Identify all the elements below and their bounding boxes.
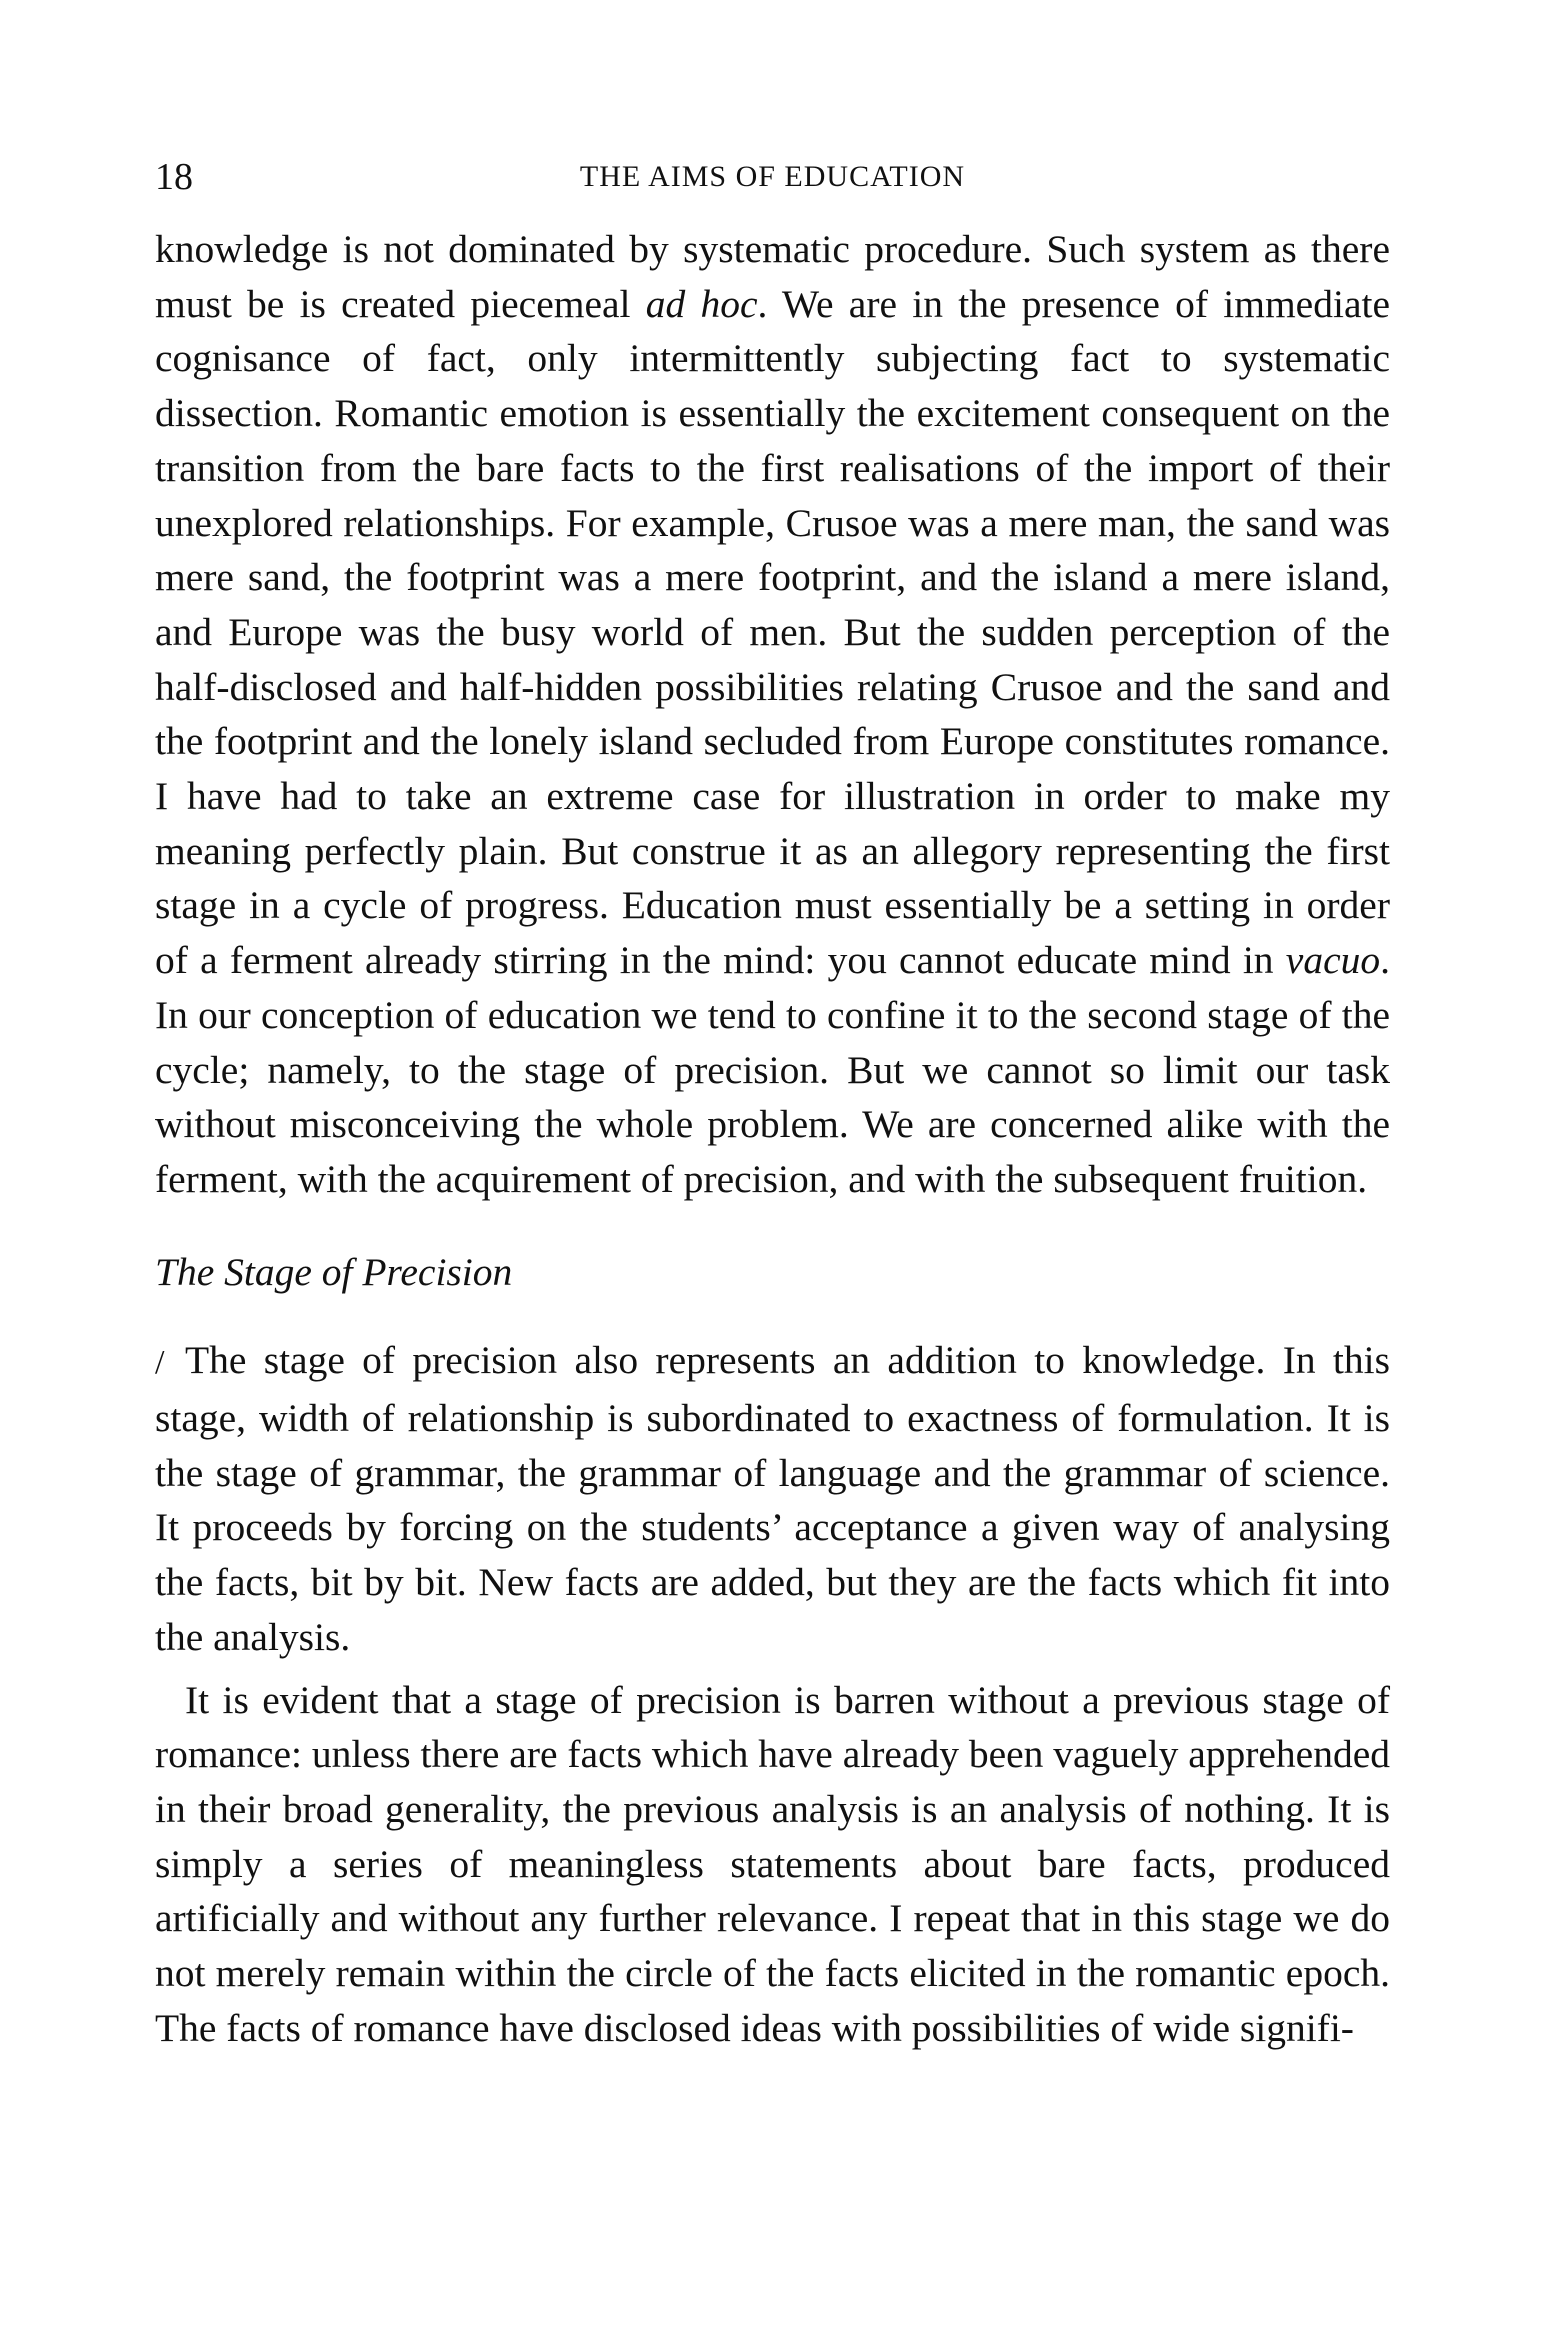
- paragraph-stage-of-precision: [155, 1333, 1390, 1664]
- paragraph-precision-barren: It is evident that a stage of precision is barren without a previous stage of romance: unless there are facts which have already been vaguely apprehended in their broad generality, the previous analysis is an analysis of nothing. It is simply a series of meaningless statements about bare facts, produced artificially and without any further relevance. I repeat that in this stage we do not merely remain within the circle of the facts elicited in the romantic epoch. The facts of romance have disclosed ideas with possibilities of wide signifi-: [155, 1677, 1390, 2050]
- running-title: THE AIMS OF EDUCATION: [579, 160, 966, 193]
- paragraph-1-part-1: knowledge is not dominated by systematic procedure. Such system as there must be is created piecemeal: [155, 227, 1390, 326]
- running-head: [155, 152, 1390, 202]
- paragraph-2-text: The stage of precision also represents an addition to knowledge. In this stage, width of relationship is subordinated to exactness of formulation. It is the stage of grammar, the grammar of language and the grammar of science. It proceeds by forcing on the students’ acceptance a given way of analysing the facts, bit by bit. New facts are added, but they are the facts which fit into the analysis.: [155, 1338, 1390, 1659]
- italic-vacuo: vacuo: [1285, 938, 1381, 983]
- page-number: 18: [155, 156, 193, 198]
- margin-mark-icon: /: [155, 1344, 165, 1382]
- section-heading: The Stage of Precision: [155, 1249, 513, 1294]
- paragraph-continued: [155, 222, 1390, 1207]
- italic-ad-hoc: ad hoc: [645, 281, 758, 326]
- paragraph-1-part-2: . We are in the presence of immediate cognisance of fact, only intermittently subjecting fact to systematic dissection. Romantic emotion is essentially the excitement consequent on the transition from the bare facts to the first realisations of the import of their unexplored relationships. For example, Crusoe was a mere man, the sand was mere sand, the footprint was a mere footprint, and the island a mere island, and Europe was the busy world of men. But the sudden perception of the half-disclosed and half-hidden possibilities relating Crusoe and the sand and the footprint and the lonely island secluded from Europe constitutes romance. I have had to take an extreme case for illustration in order to make my meaning perfectly plain. But construe it as an allegory representing the first stage in a cycle of progress. Education must essentially be a setting in order of a ferment already stirring in the mind: you cannot educate mind in: [155, 281, 1390, 983]
- paragraph-1-part-3: . In our conception of education we tend to confine it to the second stage of the cycle; namely, to the stage of precision. But we cannot so limit our task without misconceiving the whole problem. We are concerned alike with the ferment, with the acquirement of precision, and with the subsequent fruition.: [155, 938, 1390, 1201]
- body-text: [155, 222, 1390, 2056]
